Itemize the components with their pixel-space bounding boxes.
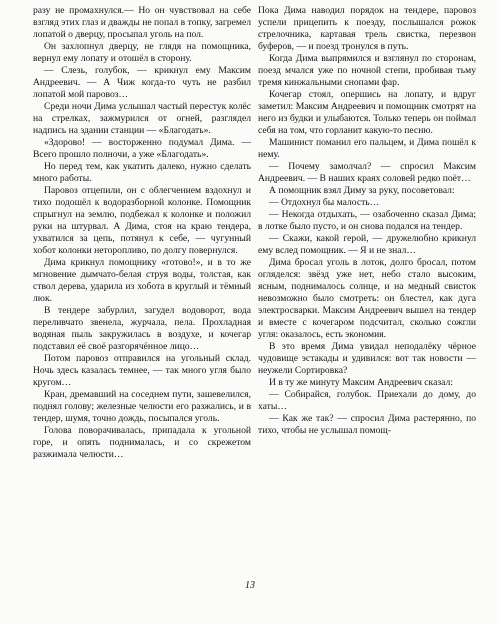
paragraph: Но перед тем, как укатить далеко, нужно сделать много работы. [33,161,251,184]
right-text-column [258,5,476,437]
paragraph: — Собирайся, голубок. Приехали до дому, до хаты… [258,389,476,412]
paragraph: — Некогда отдыхать, — озабоченно сказал Дима; в лотке было пусто, и он снова подался на тендер. [258,209,476,232]
paragraph: — Отдохнул бы малость… [269,197,380,208]
paragraph: Голова поворачивалась, припадала к угольной горе, и опять поднималась, и со скрежетом разжимала челюсти… [33,425,251,460]
page-number: 13 [245,580,255,591]
paragraph: Он захлопнул дверцу, не глядя на помощника, вернул ему лопату и отошёл в сторону. [33,41,251,64]
paragraph: Дима крикнул помощнику «готово!», и в то же мгновение дымчато-белая струя воды, толстая, как ствол дерева, ударила из хобота в круглый и тёмный люк. [33,257,251,304]
paragraph: Машинист поманил его пальцем, и Дима пошёл к нему. [258,137,476,160]
paragraph: В тендере забурлил, загудел водоворот, вода переливчато звенела, журчала, пела. Прохладная водяная пыль закружилась в воздухе, и кочегар подставил её своё разгорячённое лицо… [33,305,251,352]
paragraph: Дима бросал уголь в лоток, долго бросал, потом огляделся: звёзд уже нет, небо стало высоким, ясным, поднималось солнце, и на медный свисток невозможно было смотреть: он блестел, как дуга электросварки. Максим Андреевич вышел на тендер и вместе с кочегаром подсчитал, сколько сожгли угля: оказалось, есть экономия. [258,257,476,340]
paragraph: — Слезь, голубок, — крикнул ему Максим Андреевич. — А Чиж когда-то чуть не разбил лопатой мой паровоз… [33,65,251,100]
paragraph: — Как же так? — спросил Дима растерянно, по тихо, чтобы не услышал помощ- [258,413,476,436]
left-text-column [33,5,251,461]
paragraph: Кочегар стоял, опершись на лопату, и вдруг заметил: Максим Андреевич и помощник смотрят на него из будки и улыбаются. Только теперь он поймал себя на том, что горланит какую-то песню. [258,89,476,136]
paragraph: Среди ночи Дима услышал частый перестук колёс на стрелках, зажмурился от огней, разглядел надпись на здании станции — «Благодать». [33,101,251,136]
paragraph: разу не промахнулся.— Но он чувствовал на себе взгляд этих глаз и дважды не попал в топку, загремел лопатой о дверцу, просыпал уголь на пол. [33,5,251,40]
paragraph: Когда Дима выпрямился и взглянул по сторонам, поезд мчался уже по ночной степи, пробивая тьму тремя кинжальными снопами фар. [258,53,476,88]
paragraph: И в ту же минуту Максим Андреевич сказал: [269,377,453,388]
paragraph: «Здорово! — восторженно подумал Дима. — Всего прошло полночи, а уже «Благодать». [33,137,251,160]
paragraph: — Почему замолчал? — спросил Максим Андреевич. — В наших краях соловей редко поёт… [258,161,476,184]
paragraph: Пока Дима наводил порядок на тендере, паровоз успели прицепить к поезду, послышался рожок стрелочника, картавая трель свистка, перезвон буферов, — и поезд тронулся в путь. [258,5,476,52]
paragraph: Потом паровоз отправился на угольный склад. Ночь здесь казалась темнее, — так много угля было кругом… [33,353,251,388]
paragraph: — Скажи, какой герой, — дружелюбно крикнул ему вслед помощник. — Я и не знал… [258,233,476,256]
paragraph: А помощник взял Диму за руку, посоветовал: [269,185,455,196]
paragraph: Кран, дремавший на соседнем пути, зашевелился, поднял голову; железные челюсти его разжались, и в тендер, шумя, точно дождь, посыпался уголь. [33,389,251,424]
paragraph: Паровоз отцепили, он с облегчением вздохнул и тихо подошёл к водоразборной колонке. Помощник спрыгнул на землю, подбежал к колонке и положил руки на штурвал. А Дима, стоя на краю тендера, ухватился за цепь, потянул к себе, — чугунный хобот колонки неторопливо, по долгу повернулся. [33,185,251,256]
paragraph: В это время Дима увидал неподалёку чёрное чудовище эстакады и удивился: вот так новости — неужели Сортировка? [258,341,476,376]
